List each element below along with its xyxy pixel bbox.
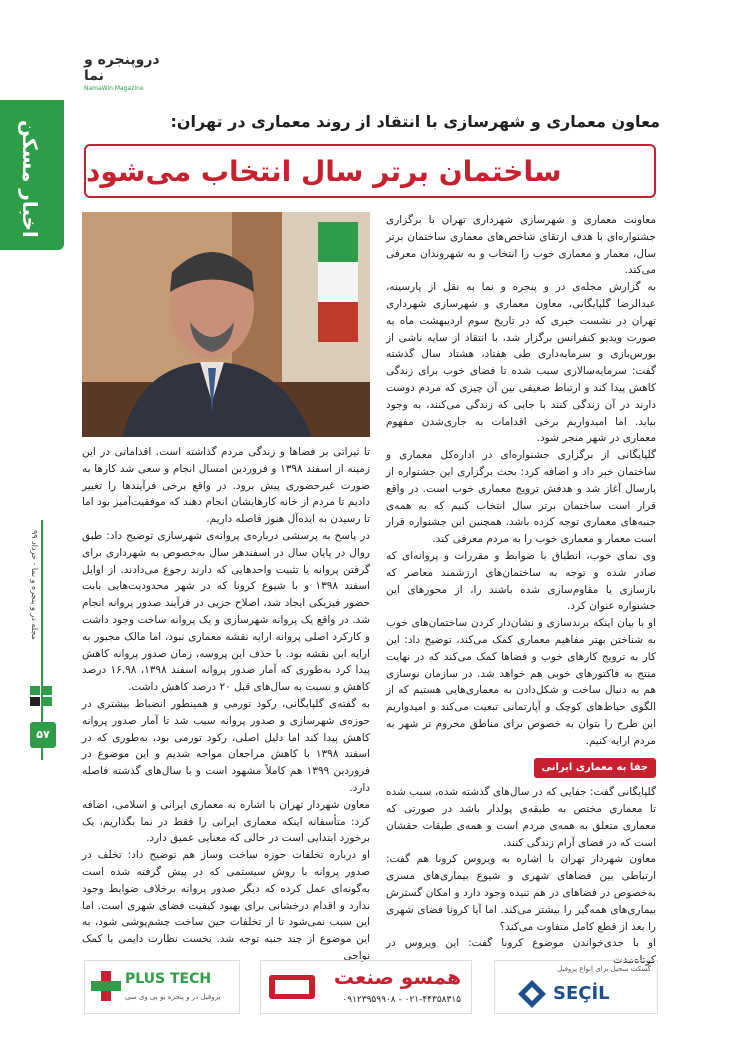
paragraph: وی نمای خوب، انطباق با ضوابط و مقررات و پروانه‌ای که صادر شده و توجه به ساختمان‌های ارزشمند معاصر که بازسازی یا مقاوم‌سازی شده باشند را، از محورهای این جشنواره عنوان کرد. <box>386 549 656 613</box>
page-number: ۵۷ <box>30 722 56 748</box>
paragraph: او با جدی‌خواندن موضوع کرونا گفت: این ویروس در کوتاه‌مدت <box>386 937 656 967</box>
paragraph: معاون شهردار تهران با اشاره به ویروس کرونا هم گفت: ارتباطی بین فضاهای شهری و شیوع بیماری‌های مسری به‌خصوص در فضاهای در هم تنیده وجود دارد و امکان گسترش بیماری‌های همه‌گیر را بیشتر می‌کند. اما آیا کرونا فضای شهری را بعد از قطع کامل متفاوت می‌کند؟ <box>386 853 656 933</box>
ad-secil-tagline: گسکت سجیل برای انواع پروفیل <box>557 965 651 973</box>
headline-frame <box>84 144 656 198</box>
diamond-logo-icon <box>517 979 547 1009</box>
plus-icon <box>91 971 121 1001</box>
logo-text: دروپنجره و نما <box>84 52 160 84</box>
ad-plus-tagline: پروفیل در و پنجره یو پی وی سی <box>125 993 221 1001</box>
section-tab <box>0 100 64 250</box>
paragraph: معاون شهردار تهران با اشاره به معماری ایرانی و اسلامی، اضافه کرد: متأسفانه اینکه معماری ایرانی را فقط در نما بگذاریم، یک برخورد ابتدایی است در حالی که معنایی عمیق دارد. <box>82 798 370 845</box>
paragraph: در پاسخ به پرسشی درباره‌ی پروانه‌ی شهرسازی توضیح داد: طبق روال در پایان سال در اسفندهر سال به‌خصوص به شهرداری برای گرفتن پروانه یا تثبیت واحدهایی که دارند رجوع می‌دادند. از اوایل اسفند ۱۳۹۸ و با شیوع کرونا که در شهر محدودیت‌هایی بابت حضور فیزیکی ایجاد شد، اصلاح جزیی در فرآیند صدور پروانه انجام شد. در واقع یک پروانه شهرسازی و یک پروانه ساخت وجود داشت و کارکرد اصلی پروانه ارایه نقشه معماری نبود، اما مالک مجبور به ارایه این نقشه بود. با حذف این پروسه، زمان صدور پروانه کاهش پیدا کرد به‌طوری که آمار صدور پروانه اسفند ۱۳۹۸، ۱۶.۹۸ درصد کاهش و نسبت به سال‌های قبل ۲۰ درصد کاهش داشت. <box>82 529 370 694</box>
paragraph: به گزارش مجله‌ی در و پنجره و نما به نقل از پارسینه، عبدالرضا گلپایگانی، معاون معماری و شهرسازی شهرداری تهران در نشست خبری که در تاریخ سوم اردیبهشت ماه به صورت ویدیو کنفرانس برگزار شد، با انتقاد از سایه ناشی از بورس‌بازی و سرمایه‌داری طی هفتاد، هشتاد سال گذشته گفت: سرمایه‌سالاری سبب شده تا فضای خوب برای زندگی کاهش پیدا کند و ارتباط ضعیفی بین آن چیزی که مردم دوست دارند در آن زندگی کنند با جایی که زندگی می‌کنند، به وجود بیاید. اما امیدواریم برخی اقدامات به جاری‌شدن مفهوم معماری در شهر منجر شود. <box>386 281 656 445</box>
ad-secil[interactable] <box>494 960 658 1014</box>
article-kicker: معاون معماری و شهرسازی با انتقاد از روند معماری در تهران: <box>170 112 660 131</box>
ad-strip <box>84 960 658 1014</box>
article-headline: ساختمان برتر سال انتخاب می‌شود <box>86 154 562 188</box>
paragraph: گلپایگانی از برگزاری جشنواره‌ای در اداره‌کل معماری و ساختمان خبر داد و اضافه کرد: بحث برگزاری این جشنواره از پارسال آغاز شد و هدفش ترویج معماری خوب است. در واقع قرار است ساختمان برتر سال انتخاب کنیم که به همه‌ی جنبه‌های معماری توجه کرده باشد. همچنین این جشنواره قرار است معمار و معماری خوب را به مردم معرفی کند. <box>386 449 656 546</box>
ad-hamsoo-name: همسو صنعت <box>333 965 461 989</box>
ad-secil-name: SEÇİL <box>553 983 610 1004</box>
logo-subtitle: NamaWin Magazine <box>84 85 144 92</box>
ad-plus-name: PLUS TECH <box>125 971 212 987</box>
article-photo <box>82 212 370 437</box>
paragraph: معاونت معماری و شهرسازی شهرداری تهران با برگزاری جشنواره‌ای با هدف ارتقای شاخص‌های معماری ساختمان برتر سال، معمار و معماری خوب را انتخاب و به شهروندان معرفی می‌کند. <box>386 214 656 277</box>
paragraph: او با بیان اینکه برندسازی و نشان‌دار کردن ساختمان‌های خوب به شناختن بهتر مفاهیم معماری کمک می‌کند، توضیح داد: این کار به ترویج کارهای خوب و فضاها کمک می‌کند که در نهایت منتج به فاکتورهای خوبی هم خواهد شد. در سازمان نوسازی هم به دنبال ساخت و شکل‌دادن به معماری‌هایی هستیم که از الگوی حیاط‌های کوچک و آپارتمانی تبعیت می‌کند و امیدواریم این طرح را بتوان به خصوص برای مناطق محروم تر شهر به مردم ارایه کنیم. <box>386 617 656 747</box>
article-column-left <box>82 444 370 965</box>
paragraph: تا ثیراتی بر فضاها و زندگی مردم گذاشته است. اقداماتی در این زمینه از اسفند ۱۳۹۸ و فروردین امسال انجام و سعی شد کارها به صورت غیرحضوری پیش برود. در واقع برخی فرآیندها را تغییر دادیم تا مردم از خانه کارهایشان انجام دهند که موفقیت‌آمیز بود اما تا رسیدن به ایده‌آل هنوز فاصله داریم. <box>81 446 370 526</box>
magazine-logo <box>84 52 174 92</box>
section-label: اخبار مسکن <box>18 120 42 238</box>
paragraph: به گفته‌ی گلپایگانی، رکود تورمی و همینطور انضباط بیشتری در حوزه‌ی شهرسازی و صدور پروانه سبب شد تا آمار صدور پروانه کاهش پیدا کند اما دلیل اصلی، رکود تورمی بود، به‌طوری که در اسفند ۱۳۹۸ با کاهش مراجعان مواجه شدیم و این موضوع در فروردین ۱۳۹۹ هم کاملاً مشهود است و با سال‌های گذشته فاصله دارد. <box>82 697 370 794</box>
ad-hamsoo-phone: ۰۲۱-۴۴۳۵۸۳۱۵ - ۰۹۱۲۳۹۵۹۹۰۸ <box>342 995 461 1005</box>
article-column-right <box>386 212 656 969</box>
paragraph: گلپایگانی گفت: جفایی که در سال‌های گذشته شده، سبب شده تا معماری مختص به طبقه‌ی پولدار باشد در صورتی که معماری متعلق به همه‌ی مردم است و همه‌ی طبقات حقشان است که در فضای آرام زندگی کنند. <box>386 786 656 849</box>
ad-hamsoo[interactable] <box>260 960 472 1014</box>
issue-info: مجله در و پنجره و نما - خرداد ۹۹ <box>30 530 39 640</box>
window-profile-icon <box>267 971 317 1003</box>
window-icon <box>28 682 56 712</box>
ad-plus-tech[interactable] <box>84 960 240 1014</box>
paragraph: او درباره تخلفات حوزه ساخت وساز هم توضیح داد: تخلف در صدور پروانه با روش سیستمی که در پیش گرفته شده است به‌گونه‌ای عمل کرده که دیگر صدور پروانه برخلاف ضوابط وجود ندارد و اقدام درخشانی برای بهبود کیفیت فضای شهری است. اما این سبب نمی‌شود تا از تخلفات حین ساخت چشم‌پوشی شود، به‌ این موضوع از چند جنبه توجه شد. نخست نظارت دایمی با کمک نواحی <box>82 849 370 962</box>
section-subheading: جفا به معماری ایرانی <box>534 758 656 779</box>
